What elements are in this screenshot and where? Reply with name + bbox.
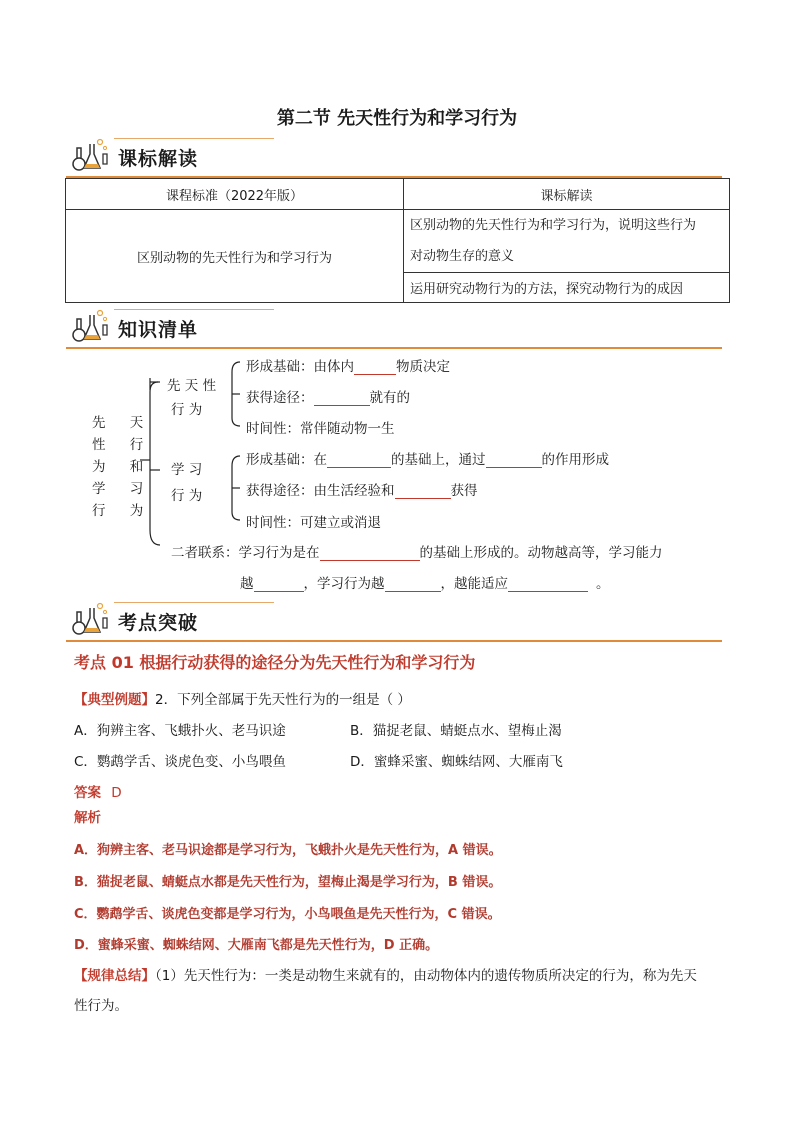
table-header-left: 课程标准（2022年版） — [66, 179, 404, 210]
table-right-cell-1 — [404, 210, 730, 273]
summary-line-1 — [74, 964, 697, 984]
text: ，学习行为越 — [303, 576, 385, 592]
exam-point-title: 考点 01 根据行动获得的途径分为先天性行为和学习行为 — [74, 653, 476, 672]
header-top-rule — [114, 602, 274, 603]
flask-icon — [70, 305, 110, 345]
text: 就有的 — [369, 390, 410, 406]
blank-line — [395, 484, 451, 499]
learned-basis — [246, 448, 609, 468]
analysis-d: D．蜜蜂采蜜、蜘蛛结网、大雁南飞都是先天性行为，D 正确。 — [74, 938, 439, 953]
innate-time: 时间性：常伴随动物一生 — [246, 421, 395, 437]
page-title: 第二节 先天性行为和学习行为 — [276, 108, 518, 129]
table-header-right: 课标解读 — [404, 179, 730, 210]
analysis-label: 解析 — [74, 810, 101, 826]
relation-line-1 — [171, 541, 663, 561]
section-header-curriculum — [66, 132, 722, 178]
innate-label-2: 行 为 — [171, 402, 203, 418]
answer-label: 答案 — [74, 785, 101, 801]
option-c: C．鹦鹉学舌、谈虎色变、小鸟喂鱼 — [74, 754, 286, 770]
text: 的基础上形成的。动物越高等，学习能力 — [419, 545, 663, 561]
blank-line — [354, 360, 396, 375]
section-header-exam-points — [66, 596, 722, 642]
root-line: 先 天 — [92, 415, 154, 431]
blank-line — [314, 391, 370, 406]
stem-text: 2．下列全部属于先天性行为的一组是（ ） — [155, 692, 411, 708]
header-top-rule — [114, 138, 274, 139]
section-title: 考点突破 — [118, 612, 199, 634]
text: 获得途径：由生活经验和 — [246, 483, 395, 499]
option-d: D．蜜蜂采蜜、蜘蛛结网、大雁南飞 — [350, 754, 563, 770]
text: 的作用形成 — [541, 452, 609, 468]
learned-way — [246, 479, 478, 499]
text: 获得途径： — [246, 390, 314, 406]
learned-label-1: 学 习 — [171, 462, 203, 478]
blank-line — [320, 546, 420, 561]
text: 二者联系：学习行为是在 — [171, 545, 320, 561]
root-line: 性 行 — [92, 437, 154, 453]
curriculum-table — [65, 178, 730, 303]
header-rule — [66, 347, 722, 349]
option-b: B．猫捉老鼠、蜻蜓点水、望梅止渴 — [350, 723, 562, 739]
learned-time: 时间性：可建立或消退 — [246, 515, 381, 531]
table-right-line-2: 对动物生存的意义 — [410, 249, 515, 264]
question-stem — [74, 688, 411, 708]
innate-basis — [246, 355, 450, 375]
text: 物质决定 — [396, 359, 450, 375]
flask-icon — [70, 598, 110, 638]
option-a: A．狗辨主客、飞蛾扑火、老马识途 — [74, 723, 286, 739]
answer-value: D — [111, 785, 122, 801]
table-left-cell: 区别动物的先天性行为和学习行为 — [66, 210, 404, 303]
answer-line — [74, 781, 122, 801]
analysis-a: A．狗辨主客、老马识途都是学习行为，飞蛾扑火是先天性行为，A 错误。 — [74, 843, 502, 858]
table-right-line-1: 区别动物的先天性行为和学习行为，说明这些行为 — [410, 218, 697, 233]
section-header-knowledge — [66, 303, 722, 349]
text: ，越能适应 — [440, 576, 508, 592]
learned-label — [171, 458, 202, 504]
table-right-cell-2: 运用研究动物行为的方法，探究动物行为的成因 — [404, 273, 730, 303]
flask-icon — [70, 134, 110, 174]
text: 获得 — [450, 483, 478, 499]
root-line: 行 为 — [92, 503, 154, 519]
root-line: 学 习 — [92, 481, 154, 497]
blank-line — [508, 577, 588, 592]
innate-label — [167, 374, 216, 418]
text: 越 — [240, 576, 254, 592]
analysis-c: C．鹦鹉学舌、谈虎色变都是学习行为，小鸟喂鱼是先天性行为，C 错误。 — [74, 907, 501, 922]
example-tag: 【典型例题】 — [74, 692, 155, 708]
header-rule — [66, 640, 722, 642]
learned-label-2: 行 为 — [171, 488, 203, 504]
root-line: 为 和 — [92, 459, 154, 475]
blank-line — [327, 453, 391, 468]
section-title: 课标解读 — [118, 148, 199, 170]
blank-line — [385, 577, 441, 592]
analysis-b: B．猫捉老鼠、蜻蜓点水都是先天性行为，望梅止渴是学习行为，B 错误。 — [74, 875, 502, 890]
blank-line — [254, 577, 304, 592]
innate-way — [246, 386, 410, 406]
text: 形成基础：由体内 — [246, 359, 354, 375]
text: 。 — [596, 576, 610, 592]
relation-line-2 — [240, 572, 610, 592]
summary-tag: 【规律总结】 — [74, 968, 155, 984]
text: 的基础上，通过 — [391, 452, 486, 468]
header-top-rule — [114, 309, 274, 310]
summary-text: （1）先天性行为：一类是动物生来就有的，由动物体内的遗传物质所决定的行为，称为先天 — [155, 968, 697, 984]
innate-label-1: 先 天 性 — [167, 378, 217, 394]
blank-line — [486, 453, 542, 468]
section-title: 知识清单 — [118, 319, 199, 341]
diagram-root — [92, 412, 153, 522]
summary-line-2: 性行为。 — [74, 998, 128, 1014]
text: 形成基础：在 — [246, 452, 327, 468]
